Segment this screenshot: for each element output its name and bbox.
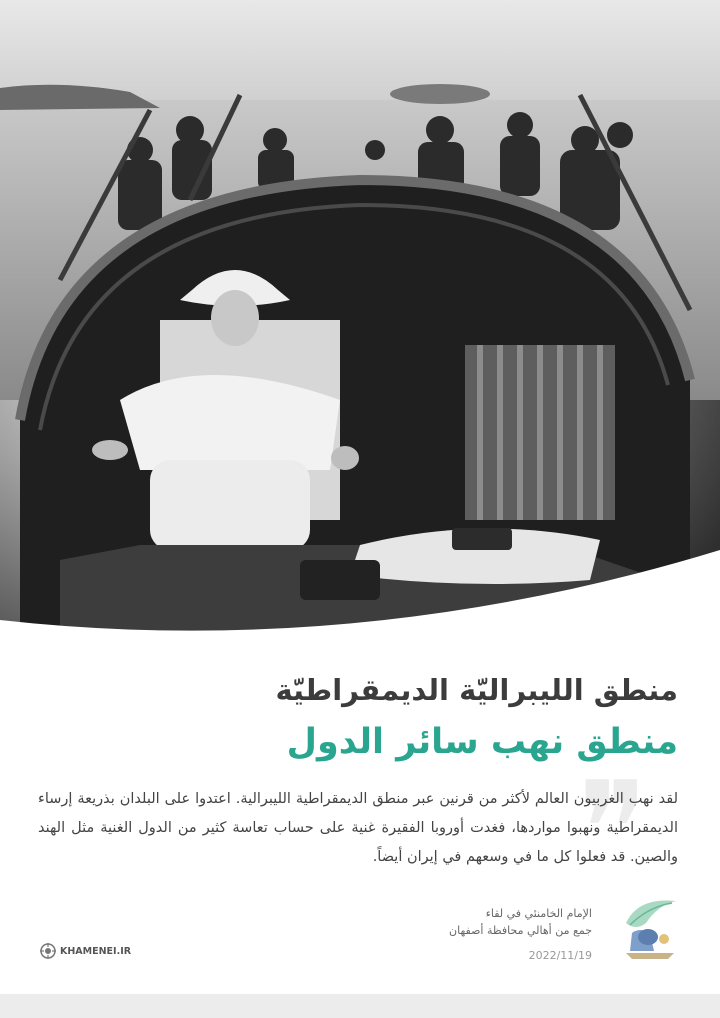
source-block (332, 905, 592, 964)
page-title-line2: منطق نهب سائر الدول (286, 722, 678, 762)
source-line1: الإمام الخامنئي في لقاء (485, 907, 592, 920)
site-logo[interactable] (40, 943, 131, 959)
quote-mark-icon: ❞ (578, 753, 648, 905)
quote-text: لقد نهب الغربيون العالم لأكثر من قرنين عبر منطق الديمقراطية الليبرالية. اعتدوا على البلدان بذريعة إرساء الديمقراطية ونهبوا مواردها، فغدت أوروبا الفقيرة غنية على حساب تعاسة كثير من الدول الغنية مثل الهند والصين. قد فعلوا كل ما في وسعهم في إيران أيضاً. (38, 791, 678, 865)
logo-emblem-icon (40, 943, 56, 959)
source-line2: جمع من أهالي محافظة أصفهان (449, 924, 592, 937)
logo-text: KHAMENEI.IR (60, 945, 132, 957)
source-date: 2022/11/19 (528, 949, 592, 962)
page-title-line1: منطق الليبراليّة الديمقراطيّة (275, 673, 678, 707)
footer-bar (0, 994, 720, 1018)
feather-emblem-icon (618, 893, 680, 959)
white-curve-divider (0, 520, 720, 660)
